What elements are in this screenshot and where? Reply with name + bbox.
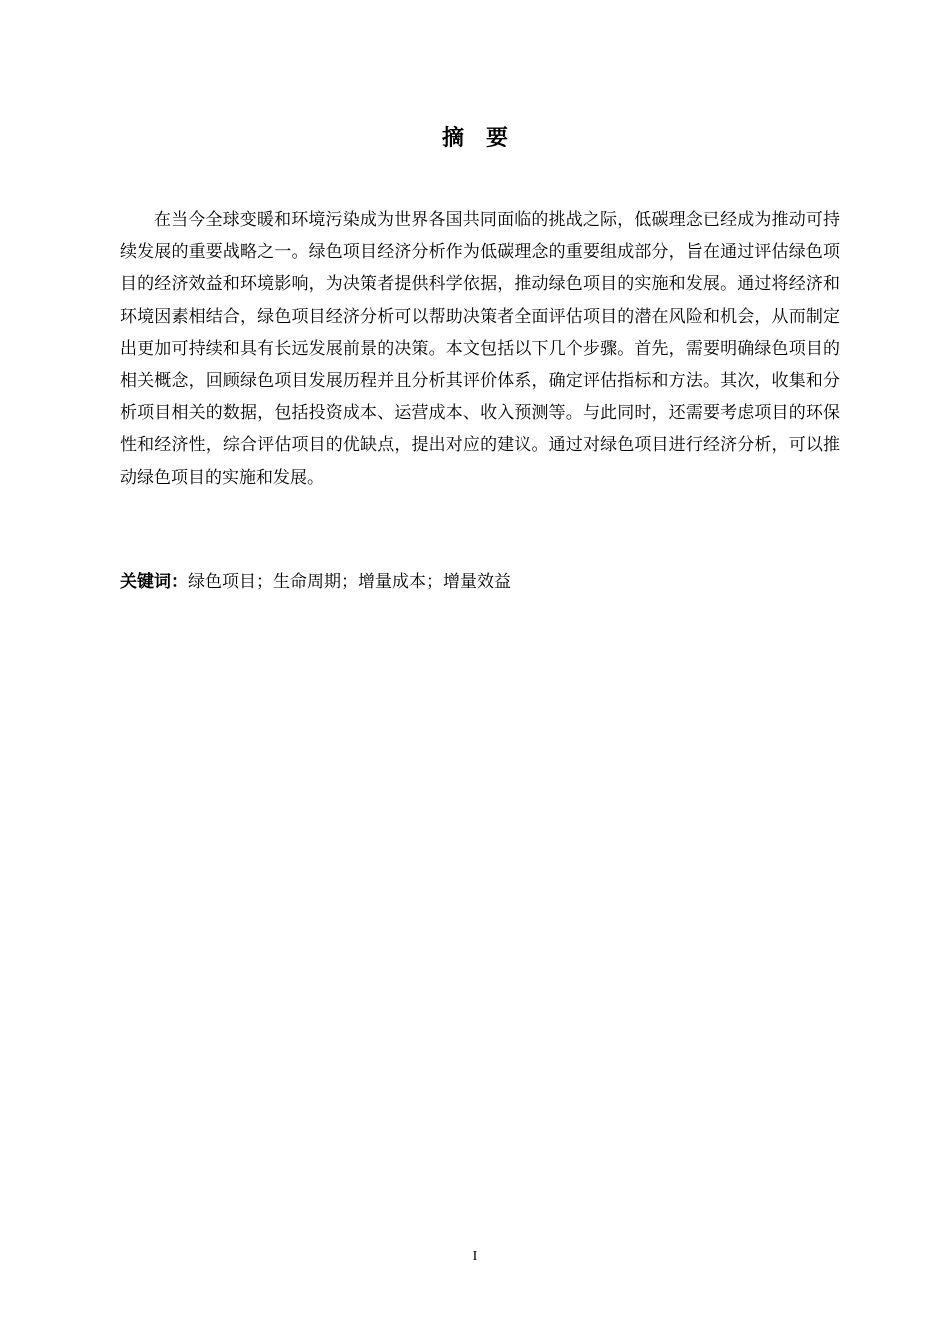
keywords-label: 关键词： [120, 572, 188, 592]
keywords-list: 绿色项目；生命周期；增量成本；增量效益 [188, 572, 511, 592]
page-number: I [472, 1249, 478, 1264]
abstract-body: 在当今全球变暖和环境污染成为世界各国共同面临的挑战之际，低碳理念已经成为推动可持续发展的重要战略之一。绿色项目经济分析作为低碳理念的重要组成部分，旨在通过评估绿色项目的经济效益和环境影响，为决策者提供科学依据，推动绿色项目的实施和发展。通过将经济和环境因素相结合，绿色项目经济分析可以帮助决策者全面评估项目的潜在风险和机会，从而制定出更加可持续和具有长远发展前景的决策。本文包括以下几个步骤。首先，需要明确绿色项目的相关概念，回顾绿色项目发展历程并且分析其评价体系，确定评估指标和方法。其次，收集和分析项目相关的数据，包括投资成本、运营成本、收入预测等。与此同时，还需要考虑项目的环保性和经济性，综合评估项目的优缺点，提出对应的建议。通过对绿色项目进行经济分析，可以推动绿色项目的实施和发展。 [120, 210, 840, 488]
keywords-line [120, 566, 840, 598]
abstract-title: 摘 要 [441, 126, 508, 151]
